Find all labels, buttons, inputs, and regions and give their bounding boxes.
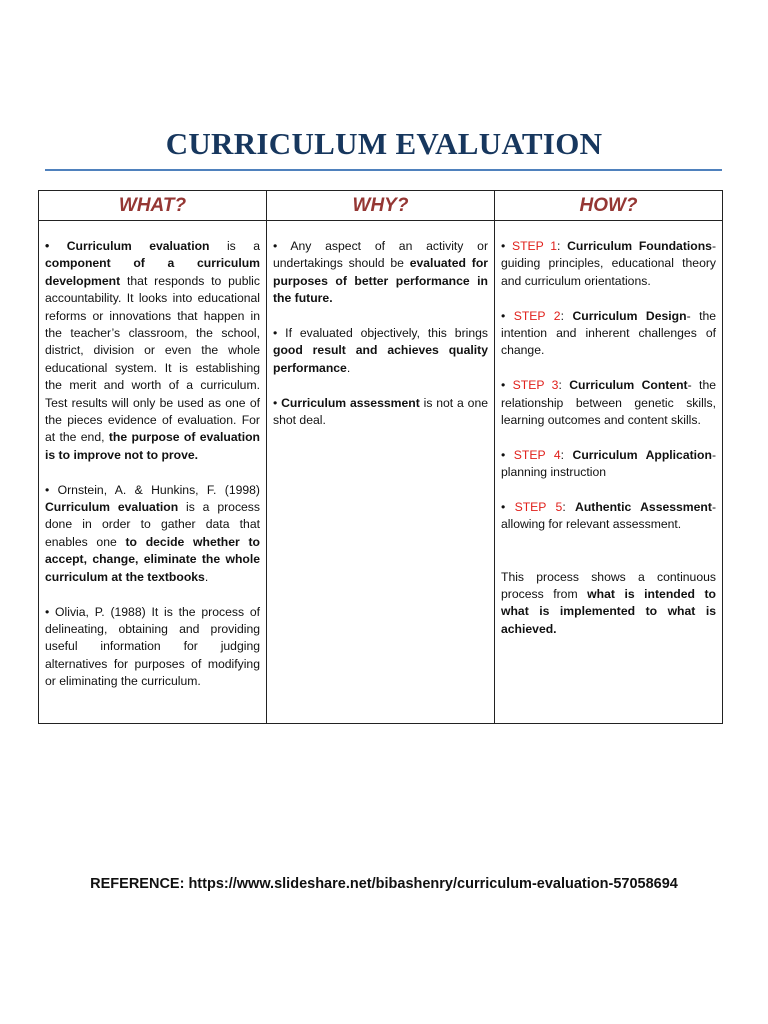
why-cell — [267, 221, 495, 724]
page-title: CURRICULUM EVALUATION — [165, 126, 603, 161]
step-item-1: • STEP 1: Curriculum Foundations- guiding principles, educational theory and curriculum orientations. — [501, 239, 716, 288]
what-paragraph-2: • Ornstein, A. & Hunkins, F. (1998) Curriculum evaluation is a process done in order to gather data that enables one to decide whether to accept, change, eliminate the whole curriculum at the textbooks. — [45, 482, 260, 584]
step-item-3: • STEP 3: Curriculum Content- the relationship between genetic skills, learning outcomes and content skills. — [501, 378, 717, 428]
how-cell — [495, 221, 723, 724]
reference-line: REFERENCE: https://www.slideshare.net/bibashenry/curriculum-evaluation-57058694 — [90, 876, 678, 892]
step-label: STEP 2 — [513, 308, 561, 323]
why-paragraph-1: • Any aspect of an activity or undertakings should be evaluated for purposes of better performance in the future. — [273, 239, 489, 306]
table-header-row — [39, 191, 723, 221]
column-header-how: HOW? — [495, 191, 723, 221]
what-cell — [39, 221, 267, 724]
step-label: STEP 4 — [513, 447, 561, 462]
why-paragraph-3: • Curriculum assessment is not a one shot deal. — [273, 395, 488, 428]
step-label: STEP 5 — [514, 500, 563, 515]
evaluation-table — [38, 190, 723, 724]
what-paragraph-3: • Olivia, P. (1988) It is the process of delineating, obtaining and providing useful information for judging alternatives for purposes of modifying or eliminating the curriculum. — [45, 604, 260, 689]
title-underline — [45, 169, 722, 171]
step-item-2: • STEP 2: Curriculum Design- the intention and inherent challenges of change. — [501, 308, 717, 358]
column-header-what: WHAT? — [39, 191, 267, 221]
step-item-5: • STEP 5: Authentic Assessment- allowing for relevant assessment. — [501, 500, 716, 532]
column-header-why: WHY? — [267, 191, 495, 221]
what-paragraph-1: • Curriculum evaluation is a component of a curriculum development that responds to public accountability. It looks into educational reforms or innovations that happen in the teacher’s classroom, the school, district, division or even the whole educational system. It is establishing the merit and worth of a curriculum. Test results will only be used as one of the pieces evidence of evaluation. For at the end, the purpose of evaluation is to improve not to prove. — [45, 239, 260, 462]
why-paragraph-2: • If evaluated objectively, this brings good result and achieves quality performance. — [273, 326, 488, 375]
table-body-row — [39, 221, 723, 724]
step-label: STEP 1 — [511, 239, 558, 253]
how-conclusion: This process shows a continuous process from what is intended to what is implemented to what is achieved. — [501, 569, 716, 636]
step-item-4: • STEP 4: Curriculum Application- planning instruction — [501, 447, 717, 480]
step-label: STEP 3 — [512, 378, 559, 393]
